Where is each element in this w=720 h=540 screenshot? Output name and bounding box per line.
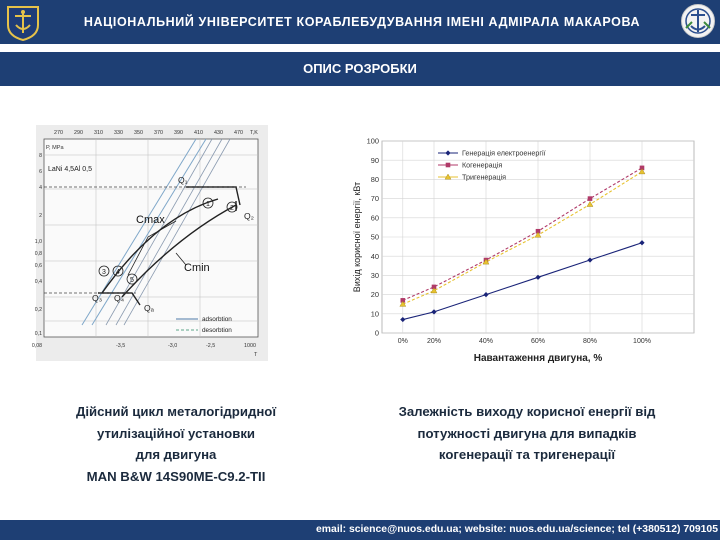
x-tick-label: 20% <box>426 338 442 345</box>
x-tick-label: 100% <box>633 338 651 345</box>
x-tick: -3,5 <box>116 343 126 349</box>
x-tick-label: 80% <box>582 338 598 345</box>
university-name: НАЦІОНАЛЬНИЙ УНІВЕРСИТЕТ КОРАБЛЕБУДУВАННЯ ІМЕНІ АДМІРАЛА МАКАРОВА <box>83 15 641 29</box>
right-caption-line: потужності двигуна для випадків <box>417 425 637 441</box>
y-tick: 0,8 <box>34 251 42 257</box>
y-tick: 0,08 <box>31 343 42 349</box>
state-label: Q₄ <box>114 293 125 303</box>
y-tick: 1,0 <box>34 239 42 245</box>
point-number: 1 <box>206 201 210 208</box>
top-tick: 310 <box>94 130 103 136</box>
state-label: Q₁ <box>178 175 188 185</box>
y-tick-label: 70 <box>370 194 379 204</box>
y-tick-label: 20 <box>370 290 379 300</box>
y-tick-label: 90 <box>370 155 379 165</box>
top-tick: 410 <box>194 130 203 136</box>
x-tick-label: 0% <box>397 338 408 345</box>
data-point <box>446 163 451 168</box>
alloy-label: LaNi 4,5Al 0,5 <box>48 166 92 173</box>
y-tick: 4 <box>39 185 42 191</box>
point-number: 2 <box>230 205 234 212</box>
legend-label: Генерація електроенергії <box>462 148 546 158</box>
y-tick-label: 0 <box>374 328 379 338</box>
y-tick: 0,2 <box>34 307 42 313</box>
section-title: ОПИС РОЗРОБКИ <box>303 61 417 76</box>
point-number: 3 <box>102 269 106 276</box>
point-number: 5 <box>130 277 134 284</box>
x-tick-label: 40% <box>478 338 494 345</box>
top-tick: T,K <box>250 130 258 136</box>
state-label: Qₐ <box>144 303 154 313</box>
y-tick: 0,6 <box>34 263 42 269</box>
top-tick: 270 <box>54 130 63 136</box>
x-tick-label: 60% <box>530 338 546 345</box>
left-caption <box>44 401 308 487</box>
top-tick: 390 <box>174 130 183 136</box>
top-tick: 350 <box>134 130 143 136</box>
legend-adsorbtion: adsorbtion <box>202 316 232 323</box>
y-tick: 2 <box>39 213 42 219</box>
state-label: Q₂ <box>244 211 255 221</box>
cmin-label: Cmin <box>184 262 210 274</box>
y-axis-title: P, MPa <box>46 145 64 151</box>
right-caption <box>358 401 696 466</box>
y-tick: 8 <box>39 153 42 159</box>
left-caption-line: Дійсний цикл металогідридної <box>75 404 277 419</box>
x-axis-title: Навантаження двигуна, % <box>473 353 603 364</box>
y-tick: 0,4 <box>34 279 42 285</box>
footer-contacts: email: science@nuos.edu.ua; website: nuos.edu.ua/science; tel (+380512) 709105 <box>316 524 718 535</box>
y-tick: 6 <box>39 169 42 175</box>
legend-label: Тригенерація <box>462 172 507 182</box>
y-axis-title: Вихід корисної енергії, кВт <box>352 181 362 293</box>
data-point <box>588 196 593 201</box>
legend-desorbtion: desorbtion <box>202 327 232 334</box>
university-crest-icon <box>4 3 42 41</box>
state-label: Q₃ <box>92 293 103 303</box>
y-tick-label: 100 <box>366 136 379 146</box>
right-caption-line: когенерації та тригенерації <box>438 447 616 462</box>
left-caption-line: для двигуна <box>135 447 217 462</box>
x-tick: 1000 <box>244 343 256 349</box>
left-caption-line: утилізаційної установки <box>96 425 256 441</box>
right-caption-line: Залежність виходу корисної енергії від <box>398 404 656 419</box>
top-tick: 470 <box>234 130 243 136</box>
top-tick: 370 <box>154 130 163 136</box>
x-tick: -3,0 <box>168 343 178 349</box>
y-tick-label: 10 <box>370 309 379 319</box>
y-tick-label: 60 <box>370 213 379 223</box>
x-tick: T <box>254 352 258 358</box>
top-tick: 430 <box>214 130 223 136</box>
x-tick: -2,5 <box>206 343 216 349</box>
legend-label: Когенерація <box>462 160 503 170</box>
top-tick: 290 <box>74 130 83 136</box>
y-tick: 0,1 <box>34 331 42 337</box>
point-number: 4 <box>116 269 120 276</box>
university-emblem-icon <box>680 3 716 39</box>
y-tick-label: 30 <box>370 271 379 280</box>
top-tick: 330 <box>114 130 123 136</box>
cmax-label: Cmax <box>136 214 165 226</box>
left-caption-line: MAN B&W 14S90ME-C9.2-TII <box>86 468 266 484</box>
y-tick-label: 40 <box>370 251 379 261</box>
metal-hydride-cycle-diagram <box>31 125 268 361</box>
y-tick-label: 50 <box>370 232 379 242</box>
energy-output-chart <box>346 137 696 365</box>
y-tick-label: 80 <box>370 175 379 184</box>
